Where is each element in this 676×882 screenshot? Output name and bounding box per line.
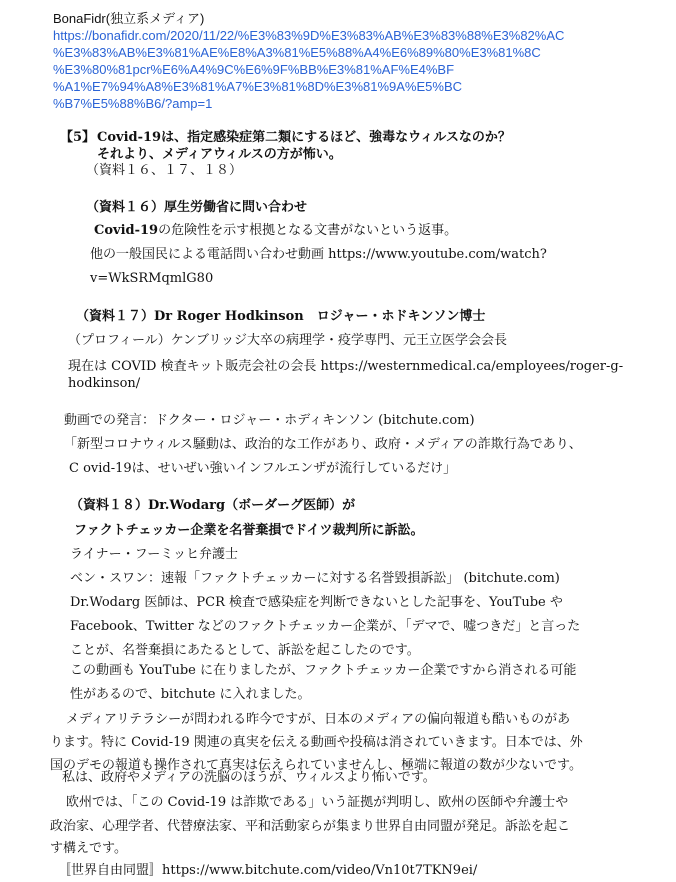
resource-18-line-1: ライナー・フーミッヒ弁護士: [70, 547, 238, 562]
resource-17-line-1: （プロフィール）ケンブリッジ大卒の病理学・疫学専門、元王立医学会会長: [68, 333, 508, 348]
section-reference: （資料１６、１７、１８）: [86, 163, 243, 178]
source-url-line-3[interactable]: %E3%80%81pcr%E6%A4%9C%E6%9F%BB%E3%81%AF%E4%BF: [53, 62, 455, 77]
body-paragraph-1-line-1: メディアリテラシーが問われる昨今ですが、日本のメディアの偏向報道も酷いものがあ: [66, 712, 571, 727]
resource-16-line-1: [94, 222, 457, 239]
resource-18-line-2: ベン・スワン：速報「ファクトチェッカーに対する名誉毀損訴訟」 (bitchute.com): [70, 571, 560, 586]
source-url-line-2[interactable]: %E3%83%AB%E3%81%AE%E8%A3%81%E5%88%A4%E6%89%80%E3%81%8C: [53, 45, 541, 60]
body-paragraph-3-line-3: す構えです。: [50, 841, 127, 856]
resource-17-line-3: hodkinson/: [68, 376, 141, 391]
resource-18-title: （資料１８）Dr.Wodarg（ボーダーグ医師）が: [70, 498, 356, 513]
footer-link[interactable]: 〚世界自由同盟〛https://www.bitchute.com/video/Vn10t7TKN9ei/: [58, 863, 478, 878]
section-heading-line-1: Covid-19は、指定感染症第二類にするほど、強毒なウィルスなのか？: [97, 130, 511, 145]
resource-18-line-5: ことが、名誉棄損にあたるとして、訴訟を起こしたのです。: [70, 643, 420, 658]
resource-17-line-4: 動画での発言：ドクター・ロジャー・ホディキンソン (bitchute.com): [64, 413, 475, 428]
resource-18-line-7: 性があるので、bitchute に入れました。: [70, 687, 311, 702]
resource-16-line-3: v=WkSRMqmlG80: [90, 271, 214, 286]
resource-16-line-2: 他の一般国民による電話問い合わせ動画 https://www.youtube.com/watch?: [90, 247, 547, 262]
resource-17-line-5: 「新型コロナウィルス騒動は、政治的な工作があり、政府・メディアの詐欺行為であり、: [64, 437, 582, 452]
resource-17-title: （資料１７）Dr Roger Hodkinson ロジャー・ホドキンソン博士: [76, 309, 486, 324]
covid-bold-text: Covid-19: [94, 223, 159, 238]
body-paragraph-1-line-2: ります。特に Covid-19 関連の真実を伝える動画や投稿は消されていきます。日本では、外: [50, 735, 583, 750]
body-paragraph-3-line-2: 政治家、心理学者、代替療法家、平和活動家らが集まり世界自由同盟が発足。訴訟を起こ: [50, 819, 571, 834]
resource-16-line-1-rest: の危険性を示す根拠となる文書がないという返事。: [158, 223, 458, 238]
body-paragraph-3-line-1: 欧州では、「この Covid-19 は詐欺である」いう証拠が判明し、欧州の医師や弁護士や: [66, 795, 569, 810]
resource-18-line-3: Dr.Wodarg 医師は、PCR 検査で感染症を判断できないとした記事を、YouTube や: [70, 595, 563, 610]
resource-17-line-2: 現在は COVID 検査キット販売会社の会長 https://westernmedical.ca/employees/roger-g-: [68, 359, 624, 374]
resource-16-title: （資料１６）厚生労働省に問い合わせ: [86, 200, 308, 215]
section-number: 【5】: [60, 130, 96, 145]
body-paragraph-2: 私は、政府やメディアの洗脳のほうが、ウィルスより怖いです。: [62, 770, 436, 785]
section-heading-line-2: それより、メディアウィルスの方が怖い。: [97, 147, 342, 162]
resource-17-line-6: C ovid-19は、せいぜい強いインフルエンザが流行しているだけ」: [69, 461, 457, 476]
source-name: BonaFidr(独立系メディア): [53, 11, 205, 26]
source-url-line-4[interactable]: %A1%E7%94%A8%E3%81%A7%E3%81%8D%E3%81%9A%E5%BC: [53, 79, 463, 94]
resource-18-title-2: ファクトチェッカー企業を名誉棄損でドイツ裁判所に訴訟。: [74, 523, 424, 538]
body-paragraph-1-line-3: 国のデモの報道も操作されて真実は伝えられていませんし、極端に報道の数が少ないです。: [50, 758, 582, 773]
source-url-line-1[interactable]: https://bonafidr.com/2020/11/22/%E3%83%9D%E3%83%AB%E3%83%88%E3%82%AC: [53, 28, 565, 43]
resource-18-line-6: この動画も YouTube に在りましたが、ファクトチェッカー企業ですから消される可能: [70, 663, 577, 678]
resource-18-line-4: Facebook、Twitter などのファクトチェッカー企業が、「デマで、嘘つきだ」と言った: [70, 619, 581, 634]
source-url-line-5[interactable]: %B7%E5%88%B6/?amp=1: [53, 96, 213, 111]
